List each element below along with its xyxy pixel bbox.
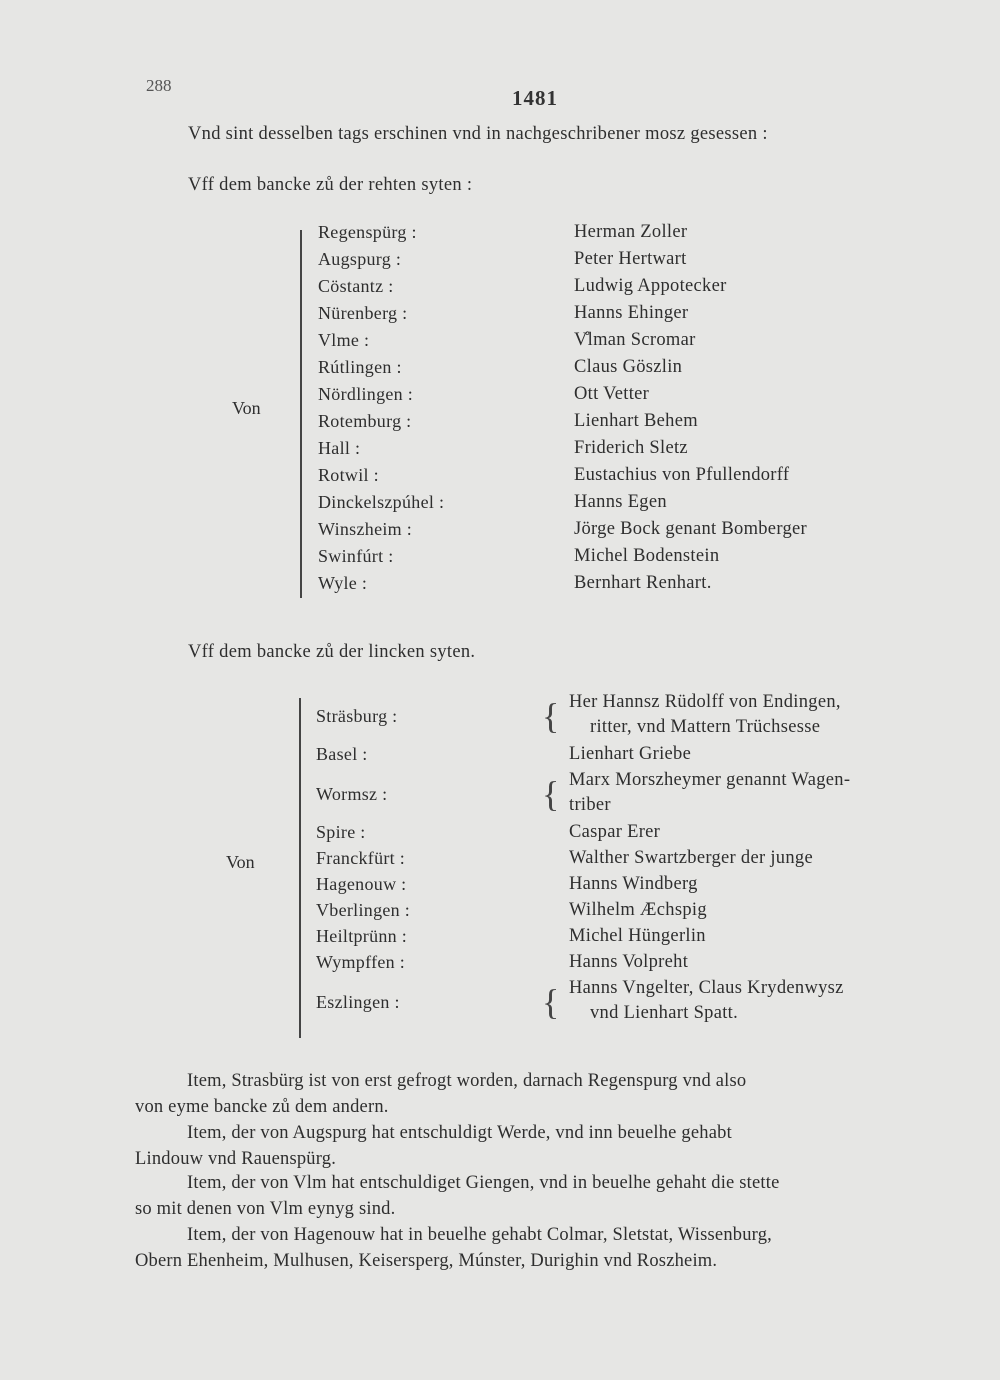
delegate-name: Herman Zoller [574,222,688,242]
city-name: Wympffen : [316,952,406,972]
paragraph-3-line-1: Item, der von Vlm hat entschuldiget Giengen, vnd in beuelhe gehaht die stette [187,1173,780,1193]
delegate-name: Lienhart Behem [574,411,698,431]
paragraph-1-line-1: Item, Strasbürg ist von erst gefrogt worden, darnach Regenspurg vnd also [187,1071,747,1091]
delegate-name: V̊lman Scromar [574,330,696,350]
intro-line: Vnd sint desselben tags erschinen vnd in nachgeschribener mosz gesessen : [188,124,768,144]
left-bench-row [0,822,1000,848]
right-bench-row [0,465,1000,492]
brace-icon: { [542,774,560,814]
delegate-name: Michel Bodenstein [574,546,720,566]
paragraph-3 [135,1170,920,1222]
right-bench-row [0,303,1000,330]
paragraph-4 [135,1222,920,1274]
delegate-name-continued: triber [569,795,611,815]
right-bench-row [0,330,1000,357]
city-name: Rotwil : [318,465,379,485]
city-name: Nürenberg : [318,303,408,323]
delegate-name: Caspar Erer [569,822,661,842]
right-bench-table [0,222,1000,607]
delegate-name: Eustachius von Pfullendorff [574,465,790,485]
delegate-name: Hanns Windberg [569,874,698,894]
right-bench-row [0,411,1000,438]
right-bench-row [0,249,1000,276]
city-name: Rotemburg : [318,411,412,431]
right-bench-row [0,357,1000,384]
city-name: Basel : [316,744,368,764]
paragraph-2-line-2: Lindouw vnd Rauenspürg. [135,1149,337,1169]
city-name: Eszlingen : [316,992,400,1012]
left-bench-von-label: Von [226,852,255,872]
delegate-name: Walther Swartzberger der junge [569,848,813,868]
brace-icon: { [542,696,560,736]
delegate-name: Michel Hüngerlin [569,926,706,946]
city-name: Wormsz : [316,784,388,804]
delegate-name: Wilhelm Æchspig [569,900,707,920]
left-bench-row [0,874,1000,900]
right-bench-row [0,519,1000,546]
city-name: Winszheim : [318,519,413,539]
delegate-name: Hanns Vngelter, Claus Krydenwysz [569,978,844,998]
left-bench-row [0,848,1000,874]
page-year-heading: 1481 [512,86,558,110]
delegate-name: Friderich Sletz [574,438,688,458]
left-bench-row [0,900,1000,926]
delegate-name: Ott Vetter [574,384,650,404]
paragraph-3-line-2: so mit denen von Vlm eynyg sind. [135,1199,396,1219]
delegate-name: Hanns Ehinger [574,303,689,323]
delegate-name: Marx Morszheymer genannt Wagen- [569,770,851,790]
delegate-name: Hanns Egen [574,492,667,512]
left-bench-row [0,978,1000,1030]
left-bench-row [0,770,1000,822]
page-number: 288 [146,76,172,95]
paragraph-1-line-2: von eyme bancke zů dem andern. [135,1097,389,1117]
right-bench-row [0,546,1000,573]
right-bench-row [0,573,1000,600]
paragraph-2-line-1: Item, der von Augspurg hat entschuldigt Werde, vnd inn beuelhe gehabt [187,1123,732,1143]
right-bench-von-label: Von [232,398,261,418]
city-name: Heiltprünn : [316,926,408,946]
city-name: Spire : [316,822,366,842]
left-bench-table [0,692,1000,1042]
right-bench-row [0,222,1000,249]
city-name: Vlme : [318,330,370,350]
city-name: Augspurg : [318,249,402,269]
delegate-name: Hanns Volpreht [569,952,689,972]
left-bench-row [0,926,1000,952]
delegate-name: Claus Göszlin [574,357,683,377]
city-name: Rútlingen : [318,357,402,377]
delegate-name-continued: ritter, vnd Mattern Trüchsesse [590,717,821,737]
paragraph-2 [135,1120,920,1172]
delegate-name: Lienhart Griebe [569,744,692,764]
city-name: Swinfúrt : [318,546,394,566]
paragraph-4-line-1: Item, der von Hagenouw hat in beuelhe gehabt Colmar, Sletstat, Wissenburg, [187,1225,772,1245]
delegate-name: Ludwig Appotecker [574,276,727,296]
delegate-name: Jörge Bock genant Bomberger [574,519,807,539]
city-name: Hagenouw : [316,874,407,894]
left-bench-row [0,692,1000,744]
paragraph-1 [135,1068,920,1120]
brace-icon: { [542,982,560,1022]
left-bench-heading: Vff dem bancke zů der lincken syten. [188,642,476,662]
delegate-name-continued: vnd Lienhart Spatt. [590,1003,739,1023]
right-bench-row [0,276,1000,303]
right-bench-row [0,384,1000,411]
right-bench-row [0,492,1000,519]
city-name: Wyle : [318,573,368,593]
city-name: Regenspürg : [318,222,417,242]
delegate-name: Bernhart Renhart. [574,573,712,593]
city-name: Hall : [318,438,361,458]
delegate-name: Her Hannsz Rüdolff von Endingen, [569,692,841,712]
left-bench-row [0,952,1000,978]
city-name: Dinckelszpúhel : [318,492,445,512]
delegate-name: Peter Hertwart [574,249,687,269]
city-name: Nördlingen : [318,384,414,404]
right-bench-row [0,438,1000,465]
left-bench-row [0,744,1000,770]
city-name: Cöstantz : [318,276,394,296]
right-bench-heading: Vff dem bancke zů der rehten syten : [188,175,473,195]
city-name: Franckfürt : [316,848,406,868]
city-name: Vberlingen : [316,900,411,920]
city-name: Sträsburg : [316,706,398,726]
paragraph-4-line-2: Obern Ehenheim, Mulhusen, Keisersperg, Múnster, Durighin vnd Roszheim. [135,1251,718,1271]
